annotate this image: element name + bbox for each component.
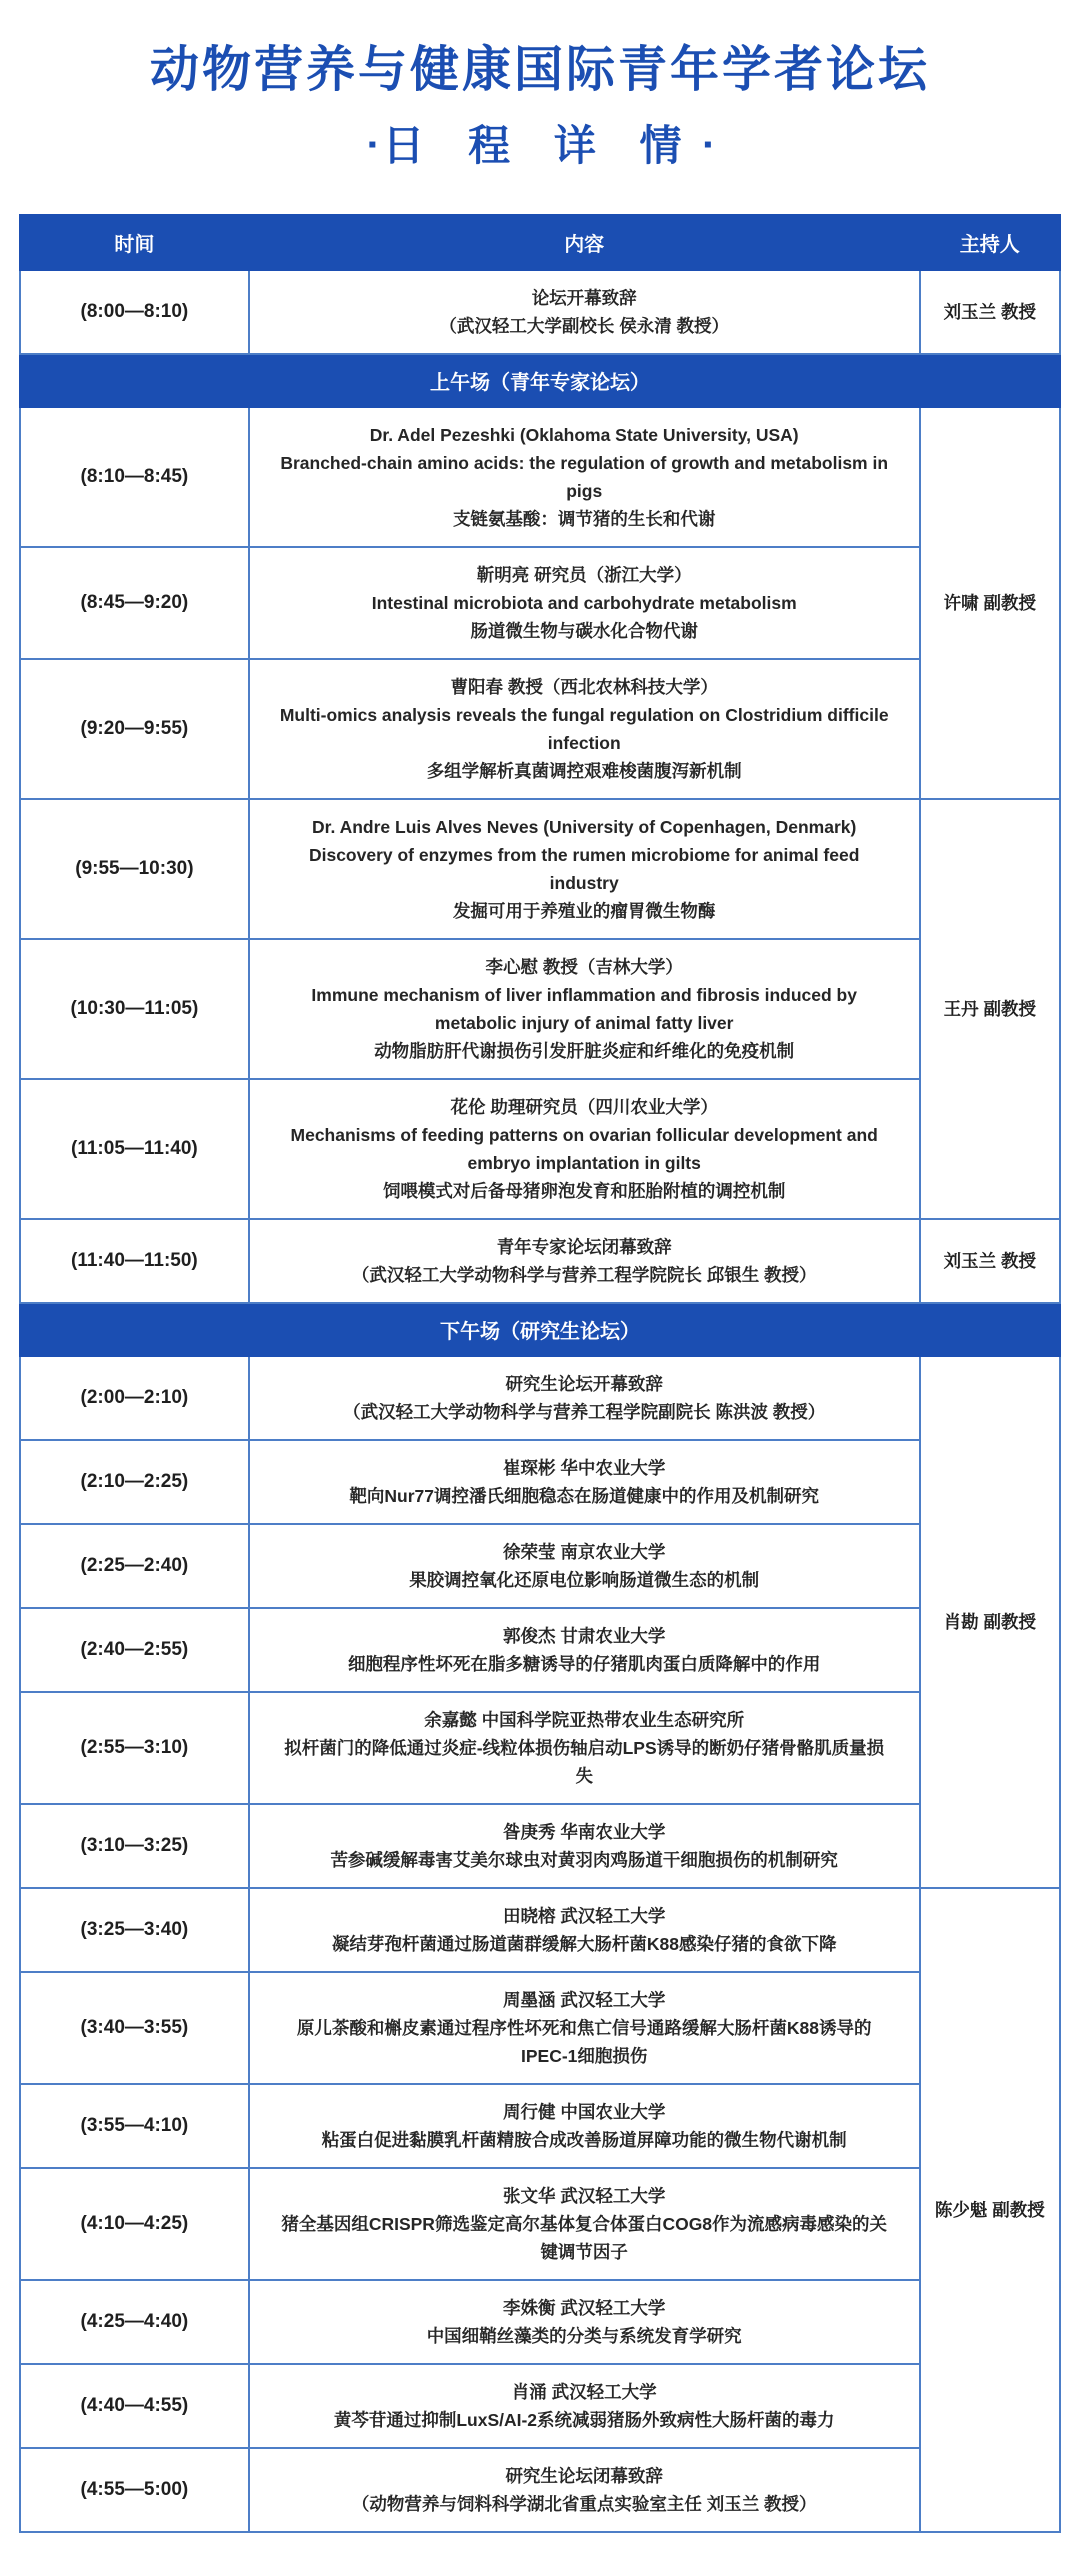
time-cell: (2:10—2:25) [20, 1440, 249, 1524]
content-line: 李心慰 教授（吉林大学） [485, 956, 683, 977]
content-line: 发掘可用于养殖业的瘤胃微生物酶 [452, 900, 716, 921]
table-row [20, 659, 1060, 799]
content-line: 论坛开幕致辞 [531, 287, 637, 308]
time-cell: (10:30—11:05) [20, 939, 249, 1079]
content-line: 苦参碱缓解毒害艾美尔球虫对黄羽肉鸡肠道干细胞损伤的机制研究 [330, 1849, 838, 1870]
table-row [20, 1524, 1060, 1608]
section-row [20, 354, 1060, 407]
content-line: 郭俊杰 甘肃农业大学 [503, 1625, 666, 1646]
content-line: Dr. Adel Pezeshki (Oklahoma State University, USA) [369, 424, 799, 445]
time-cell: (8:10—8:45) [20, 407, 249, 547]
table-row [20, 1692, 1060, 1804]
table-row [20, 1079, 1060, 1219]
time-cell: (11:05—11:40) [20, 1079, 249, 1219]
table-row [20, 2168, 1060, 2280]
content-line: Immune mechanism of liver inflammation and fibrosis induced by metabolic injury of animal fatty liver [311, 984, 857, 1033]
time-cell: (3:40—3:55) [20, 1972, 249, 2084]
content-line: 青年专家论坛闭幕致辞 [496, 1236, 672, 1257]
content-line: 崔琛彬 华中农业大学 [503, 1457, 666, 1478]
content-line: 黄芩苷通过抑制LuxS/AI-2系统减弱猪肠外致病性大肠杆菌的毒力 [333, 2409, 835, 2430]
subtitle-right-square-icon: ▪ [703, 131, 713, 159]
content-cell [249, 1692, 920, 1804]
content-cell [249, 1972, 920, 2084]
content-line: 徐荣莹 南京农业大学 [503, 1541, 666, 1562]
table-row [20, 2448, 1060, 2532]
time-cell: (3:55—4:10) [20, 2084, 249, 2168]
table-row [20, 2364, 1060, 2448]
moderator-cell: 王丹 副教授 [920, 799, 1060, 1219]
moderator-cell: 肖勘 副教授 [920, 1356, 1060, 1888]
table-row [20, 1356, 1060, 1440]
time-cell: (3:10—3:25) [20, 1804, 249, 1888]
content-line: 饲喂模式对后备母猪卵泡发育和胚胎附植的调控机制 [382, 1180, 786, 1201]
content-line: Mechanisms of feeding patterns on ovarian follicular development and embryo implantation in gilts [290, 1124, 878, 1173]
content-line: 李姝衡 武汉轻工大学 [503, 2297, 666, 2318]
page-title: 动物营养与健康国际青年学者论坛 [149, 43, 930, 97]
content-cell [249, 659, 920, 799]
time-cell: (4:10—4:25) [20, 2168, 249, 2280]
time-cell: (2:00—2:10) [20, 1356, 249, 1440]
content-cell [249, 1524, 920, 1608]
content-line: 曹阳春 教授（西北农林科技大学） [450, 676, 718, 697]
header-row [20, 215, 1060, 270]
content-line: Dr. Andre Luis Alves Neves (University of Copenhagen, Denmark) [312, 816, 857, 837]
moderator-cell: 刘玉兰 教授 [920, 1219, 1060, 1303]
content-line: 余嘉懿 中国科学院亚热带农业生态研究所 [424, 1709, 745, 1730]
section-label: 上午场（青年专家论坛） [20, 354, 1060, 407]
content-cell [249, 799, 920, 939]
content-cell [249, 2448, 920, 2532]
page-subtitle-text: 日 程 详 情 [382, 122, 698, 170]
content-line: 动物脂肪肝代谢损伤引发肝脏炎症和纤维化的免疫机制 [374, 1040, 795, 1061]
content-line: 张文华 武汉轻工大学 [503, 2185, 666, 2206]
content-line: （动物营养与饲料科学湖北省重点实验室主任 刘玉兰 教授） [351, 2493, 817, 2514]
schedule-table-header [20, 215, 1060, 270]
content-cell [249, 1888, 920, 1972]
table-row [20, 1608, 1060, 1692]
content-cell [249, 407, 920, 547]
table-row [20, 1804, 1060, 1888]
content-line: 研究生论坛开幕致辞 [505, 1373, 663, 1394]
content-line: 肖涌 武汉轻工大学 [511, 2381, 657, 2402]
table-row [20, 799, 1060, 939]
time-cell: (11:40—11:50) [20, 1219, 249, 1303]
time-cell: (9:55—10:30) [20, 799, 249, 939]
content-line: （武汉轻工大学副校长 侯永清 教授） [439, 315, 730, 336]
time-cell: (2:40—2:55) [20, 1608, 249, 1692]
time-cell: (4:25—4:40) [20, 2280, 249, 2364]
schedule-table-body [20, 270, 1060, 2532]
section-row [20, 1303, 1060, 1356]
table-row [20, 1440, 1060, 1524]
table-row [20, 1888, 1060, 1972]
content-line: 昝庚秀 华南农业大学 [503, 1821, 666, 1842]
column-header-time: 时间 [20, 215, 249, 270]
content-line: 多组学解析真菌调控艰难梭菌腹泻新机制 [426, 760, 742, 781]
table-row [20, 2084, 1060, 2168]
time-cell: (3:25—3:40) [20, 1888, 249, 1972]
table-row [20, 1219, 1060, 1303]
content-line: 原儿茶酸和槲皮素通过程序性坏死和焦亡信号通路缓解大肠杆菌K88诱导的IPEC-1细胞损伤 [296, 2017, 872, 2066]
time-cell: (2:25—2:40) [20, 1524, 249, 1608]
content-cell [249, 1356, 920, 1440]
content-line: 研究生论坛闭幕致辞 [505, 2465, 663, 2486]
subtitle-left-square-icon: ▪ [367, 131, 377, 159]
content-line: 拟杆菌门的降低通过炎症-线粒体损伤轴启动LPS诱导的断奶仔猪骨骼肌质量损失 [284, 1737, 885, 1786]
content-line: 周墨涵 武汉轻工大学 [503, 1989, 666, 2010]
content-line: （武汉轻工大学动物科学与营养工程学院副院长 陈洪波 教授） [343, 1401, 826, 1422]
moderator-cell: 陈少魁 副教授 [920, 1888, 1060, 2532]
content-line: 肠道微生物与碳水化合物代谢 [470, 620, 698, 641]
content-cell [249, 2168, 920, 2280]
time-cell: (8:45—9:20) [20, 547, 249, 659]
schedule-table [19, 214, 1061, 2533]
content-cell [249, 547, 920, 659]
table-row [20, 547, 1060, 659]
content-line: 凝结芽孢杆菌通过肠道菌群缓解大肠杆菌K88感染仔猪的食欲下降 [331, 1933, 837, 1954]
content-cell [249, 1608, 920, 1692]
content-line: 支链氨基酸：调节猪的生长和代谢 [452, 508, 716, 529]
content-cell [249, 1079, 920, 1219]
content-line: Branched-chain amino acids: the regulation of growth and metabolism in pigs [280, 452, 889, 501]
table-row [20, 939, 1060, 1079]
time-cell: (9:20—9:55) [20, 659, 249, 799]
content-line: Discovery of enzymes from the rumen microbiome for animal feed industry [308, 844, 860, 893]
content-line: 靶向Nur77调控潘氏细胞稳态在肠道健康中的作用及机制研究 [349, 1485, 819, 1506]
time-cell: (2:55—3:10) [20, 1692, 249, 1804]
time-cell: (4:55—5:00) [20, 2448, 249, 2532]
page-subtitle [0, 121, 1080, 171]
content-line: 细胞程序性坏死在脂多糖诱导的仔猪肌肉蛋白质降解中的作用 [347, 1653, 821, 1674]
content-cell [249, 1440, 920, 1524]
content-line: （武汉轻工大学动物科学与营养工程学院院长 邱银生 教授） [351, 1264, 817, 1285]
column-header-content: 内容 [249, 215, 920, 270]
content-cell [249, 270, 920, 354]
table-row [20, 407, 1060, 547]
content-cell [249, 2280, 920, 2364]
column-header-moderator: 主持人 [920, 215, 1060, 270]
table-row [20, 2280, 1060, 2364]
time-cell: (8:00—8:10) [20, 270, 249, 354]
table-row [20, 270, 1060, 354]
moderator-cell: 刘玉兰 教授 [920, 270, 1060, 354]
content-line: Multi-omics analysis reveals the fungal regulation on Clostridium difficile infection [279, 704, 889, 753]
content-cell [249, 2084, 920, 2168]
content-cell [249, 939, 920, 1079]
content-cell [249, 1804, 920, 1888]
content-line: 中国细鞘丝藻类的分类与系统发育学研究 [426, 2325, 742, 2346]
time-cell: (4:40—4:55) [20, 2364, 249, 2448]
content-cell [249, 2364, 920, 2448]
table-row [20, 1972, 1060, 2084]
content-line: 靳明亮 研究员（浙江大学） [476, 564, 692, 585]
content-line: Intestinal microbiota and carbohydrate metabolism [371, 592, 797, 613]
section-label: 下午场（研究生论坛） [20, 1303, 1060, 1356]
content-line: 果胶调控氧化还原电位影响肠道微生态的机制 [409, 1569, 760, 1590]
content-line: 粘蛋白促进黏膜乳杆菌精胺合成改善肠道屏障功能的微生物代谢机制 [321, 2129, 847, 2150]
content-line: 猪全基因组CRISPR筛选鉴定高尔基体复合体蛋白COG8作为流感病毒感染的关键调节因子 [281, 2213, 888, 2262]
content-line: 周行健 中国农业大学 [503, 2101, 666, 2122]
moderator-cell: 许啸 副教授 [920, 407, 1060, 799]
content-line: 田晓榕 武汉轻工大学 [503, 1905, 666, 1926]
content-line: 花伦 助理研究员（四川农业大学） [450, 1096, 718, 1117]
content-cell [249, 1219, 920, 1303]
